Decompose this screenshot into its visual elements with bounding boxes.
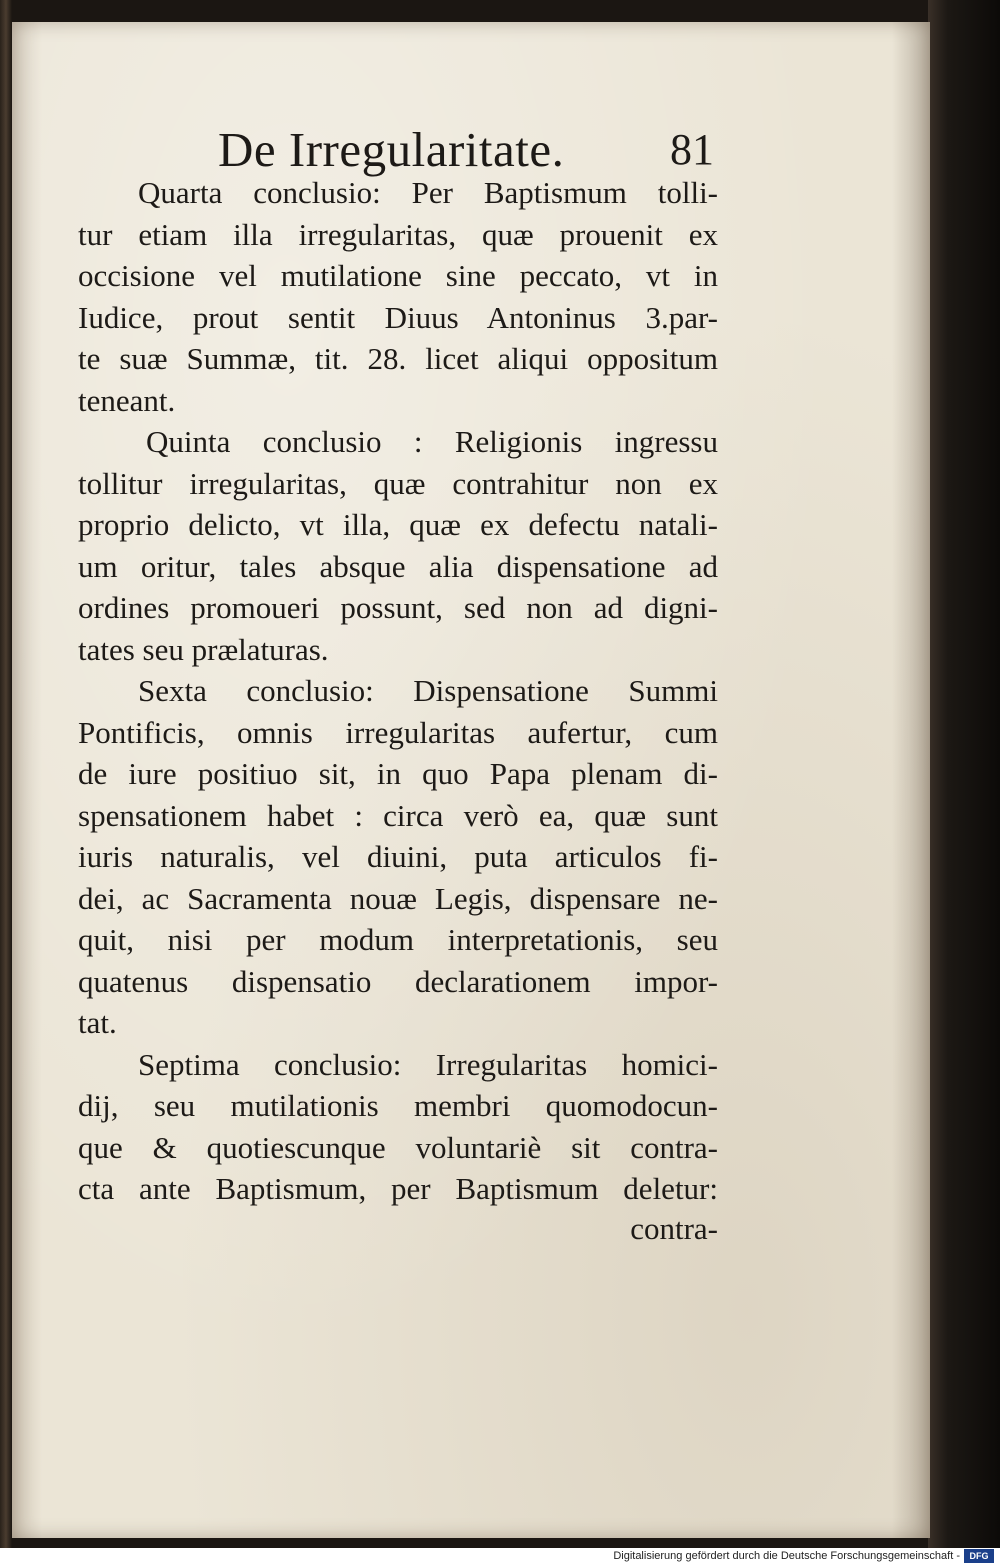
text-line: occisione vel mutilatione sine peccato, vt in xyxy=(78,258,718,293)
text-line: iuris naturalis, vel diuini, puta articulos fi- xyxy=(78,839,718,874)
text-line: proprio delicto, vt illa, quæ ex defectu natali- xyxy=(78,507,718,542)
text-line: de iure positiuo sit, in quo Papa plenam di- xyxy=(78,756,718,791)
text-line: dei, ac Sacramenta nouæ Legis, dispensare ne- xyxy=(78,880,718,916)
text-line: Quarta conclusio: Per Baptismum tolli- xyxy=(138,175,718,210)
text-line: teneant. xyxy=(78,382,176,418)
text-line: spensationem habet : circa verò ea, quæ sunt xyxy=(78,797,718,833)
text-line: quit, nisi per modum interpretationis, seu xyxy=(78,922,718,957)
text-line: cta ante Baptismum, per Baptismum deletur: xyxy=(78,1171,718,1206)
text-line: tates seu prælaturas. xyxy=(78,631,329,667)
text-line: tur etiam illa irregularitas, quæ prouenit ex xyxy=(78,216,718,252)
digitization-footer xyxy=(0,1548,1000,1565)
text-line: Iudice, prout sentit Diuus Antoninus 3.par- xyxy=(78,299,718,335)
text-line: Pontificis, omnis irregularitas aufertur, cum xyxy=(78,714,718,750)
body-text xyxy=(78,172,718,1210)
text-line: dij, seu mutilationis membri quomodocun- xyxy=(78,1088,718,1123)
text-line: quatenus dispensatio declarationem impor- xyxy=(78,963,718,999)
text-line: que & quotiescunque voluntariè sit contra- xyxy=(78,1129,718,1165)
text-line: um oritur, tales absque alia dispensatione ad xyxy=(78,548,718,584)
dfg-logo-icon: DFG xyxy=(964,1549,994,1563)
catchword: contra- xyxy=(630,1211,718,1246)
text-line: tat. xyxy=(78,1005,117,1040)
text-line: Sexta conclusio: Dispensatione Summi xyxy=(138,673,718,708)
text-line: ordines promoueri possunt, sed non ad digni- xyxy=(78,590,718,625)
running-title: De Irregularitate. xyxy=(218,122,565,177)
text-line: Septima conclusio: Irregularitas homici- xyxy=(138,1046,718,1082)
text-line: te suæ Summæ, tit. 28. licet aliqui oppositum xyxy=(78,341,718,376)
text-line: Quinta conclusio : Religionis ingressu xyxy=(146,424,718,459)
page-number: 81 xyxy=(670,125,714,174)
book-binding-edge xyxy=(928,0,1000,1548)
text-line: tollitur irregularitas, quæ contrahitur non ex xyxy=(78,465,718,501)
funding-credit: Digitalisierung gefördert durch die Deutsche Forschungsgemeinschaft - xyxy=(613,1550,960,1562)
